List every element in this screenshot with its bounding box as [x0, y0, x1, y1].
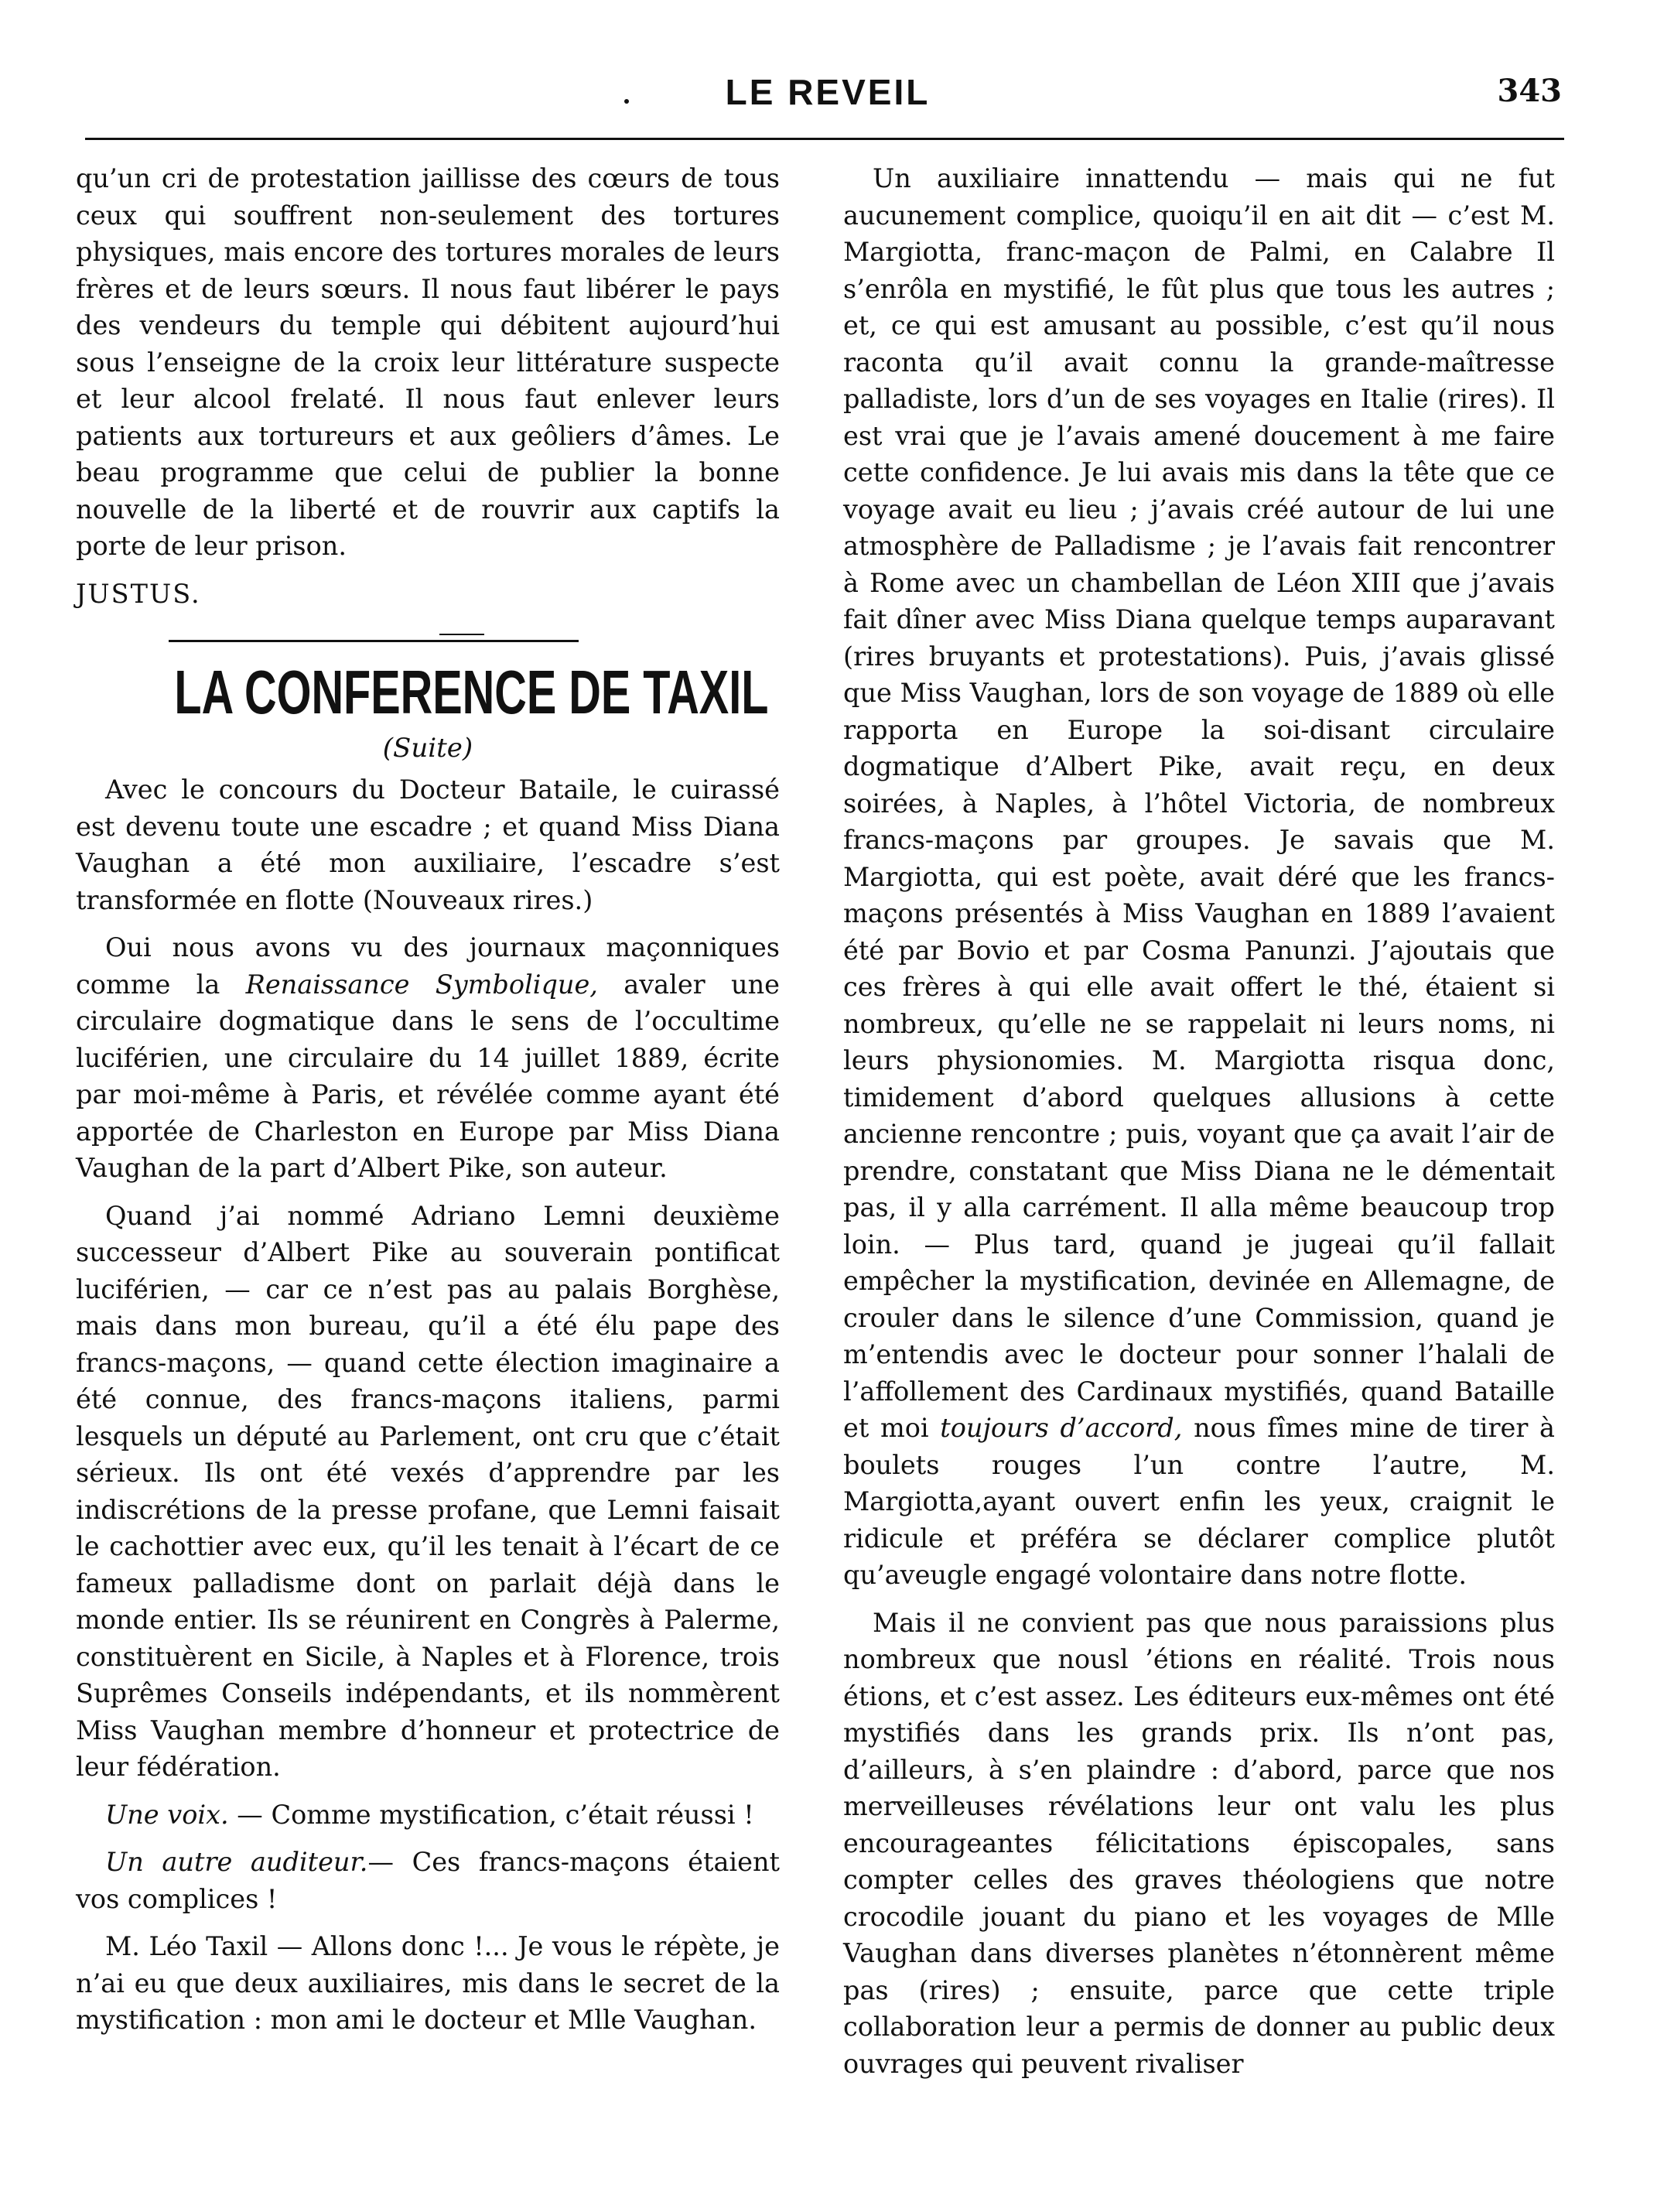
paragraph: M. Léo Taxil — Allons donc !... Je vous le répète, je n’ai eu que deux auxiliaires, mis dans le secret de la mystification : mon ami le docteur et Mlle Vaughan. [76, 1931, 780, 2035]
header-rule [85, 138, 1564, 140]
paragraph [843, 160, 1555, 1594]
speaker-label: Une voix. [105, 1799, 229, 1830]
paragraph [76, 1797, 780, 1834]
article-title: LA CONFERENCE DE TAXIL [174, 658, 769, 727]
author-signature: JUSTUS. [76, 578, 201, 609]
journal-title: Renaissance Symbolique, [245, 969, 598, 1000]
article-subtitle: (Suite) [382, 733, 473, 764]
text-run: nous fîmes mine de tirer à boulets rouges l’un contre l’autre, M. Margiotta,ayant ouvert enfin les yeux, craignit le ridicule et préféra se déclarer complice plutôt qu’aveugle engagé volontaire dans notre flotte. [843, 1413, 1556, 1590]
divider-line [169, 640, 579, 642]
page-header-title: LE REVEIL [725, 72, 931, 112]
divider-tick [439, 634, 484, 635]
page-number: 343 [1497, 73, 1562, 109]
justus-article-ending: qu’un cri de protestation jaillisse des cœurs de tous ceux qui souffrent non-seulement des tortures physiques, mais encore des tortures morales de leurs frères et de leurs sœurs. Il nous faut libérer le pays des vendeurs du temple qui débitent aujourd’hui sous l’enseigne de la croix leur littérature suspecte et leur alcool frelaté. Il nous faut enlever leurs patients aux tortureurs et aux geôliers d’âmes. Le beau programme que celui de publier la bonne nouvelle de la liberté et de rouvrir aux captifs la porte de leur prison. [76, 163, 780, 561]
text-run: Oui nous avons vu des journaux maçonniques comme la [76, 932, 780, 1000]
paragraph: Quand j’ai nommé Adriano Lemni deuxième successeur d’Albert Pike au souverain pontificat luciférien, — car ce n’est pas au palais Borghèse, mais dans mon bureau, qu’il a été élu pape des francs-maçons, — quand cette élection imaginaire a été connue, des francs-maçons italiens, parmi lesquels un député au Parlement, ont cru que c’était sérieux. Ils ont été vexés d’apprendre par les indiscrétions de la presse profane, que Lemni faisait le cachottier avec eux, qu’il les tenait à l’écart de ce fameux palladisme dont on parlait déjà dans le monde entier. Ils se réunirent en Congrès à Palerme, constituèrent en Sicile, à Naples et à Florence, trois Suprêmes Conseils indépendants, et ils nommèrent Miss Vaughan membre d’honneur et protectrice de leur fédération. [76, 1200, 780, 1782]
paragraph: Avec le concours du Docteur Bataile, le cuirassé est devenu toute une escadre ; et quand Miss Diana Vaughan a été mon auxiliaire, l’escadre s’est transformée en flotte (Nouveaux rires.) [76, 774, 780, 915]
text-run: Un auxiliaire innattendu — mais qui ne fut aucunement complice, quoiqu’il en ait dit — c’est M. Margiotta, franc-maçon de Palmi, en Calabre Il s’enrôla en mystifié, le fût plus que tous les autres ; et, ce qui est amusant au possible, c’est qu’il nous raconta qu’il avait connu la grande-maîtresse palladiste, lors d’un de ses voyages en Italie (rires). Il est vrai que je l’avais amené doucement à me faire cette confidence. Je lui avais mis dans la tête que ce voyage avait eu lieu ; j’avais créé autour de lui une atmosphère de Palladisme ; je l’avais fait rencontrer à Rome avec un chambellan de Léon XIII que j’avais fait dîner avec Miss Diana quelque temps auparavant (rires bruyants et protestations). Puis, j’avais glissé que Miss Vaughan, lors de son voyage de 1889 où elle rapporta en Europe la soi-disant circulaire dogmatique d’Albert Pike, avait reçu, en deux soirées, à Naples, à l’hôtel Victoria, de nombreux francs-maçons par groupes. Je savais que M. Margiotta, qui est poète, avait déré que les francs-maçons présentés à Miss Vaughan en 1889 l’avaient été par Bovio et par Cosma Panunzi. J’ajoutais que ces frères à qui elle avait offert le thé, étaient si nombreux, qu’elle ne se rappelait ni leurs noms, ni leurs physionomies. M. Margiotta risqua donc, timidement d’abord quelques allusions à cette ancienne rencontre ; puis, voyant que ça avait l’air de prendre, constatant que Miss Diana ne le démentait pas, il y alla carrément. Il alla même beaucoup trop loin. — Plus tard, quand je jugeai qu’il fallait empêcher la mystification, devinée en Allemagne, de crouler dans le silence d’une Commission, quand je m’entendis avec le docteur pour sonner l’halali de l’affollement des Cardinaux mystifiés, quand Bataille et moi [843, 163, 1555, 1443]
section-divider [76, 623, 780, 657]
paragraph [76, 1844, 780, 1917]
paragraph [76, 929, 780, 1187]
text-run: — Ces francs-maçons étaient vos complices ! [76, 1847, 780, 1914]
speaker-label: Un autre auditeur. [105, 1847, 368, 1877]
paragraph: Mais il ne convient pas que nous paraissions plus nombreux que nousl ’étions en réalité. Trois nous étions, et c’est assez. Les éditeurs eux-mêmes ont été mystifiés dans les grands prix. Ils n’ont pas, d’ailleurs, à s’en plaindre : d’abord, parce que nos merveilleuses révélations leur ont valu les plus encourageantes félicitations épiscopales, sans compter celles des graves théologiens que notre crocodile jouant du piano et les voyages de Mlle Vaughan dans diverses planètes n’étonnèrent même pas (rires) ; ensuite, parce que cette triple collaboration leur a permis de donner au public deux ouvrages qui peuvent rivaliser [843, 1607, 1555, 2079]
text-run: — Comme mystification, c’était réussi ! [228, 1799, 754, 1830]
text-run: avaler une circulaire dogmatique dans le sens de l’occultime luciférien, une circulaire du 14 juillet 1889, écrite par moi-même à Paris, et révélée comme ayant été apportée de Charleston en Europe par Miss Diana Vaughan de la part d’Albert Pike, son auteur. [76, 969, 780, 1183]
left-column [76, 160, 780, 2050]
right-column [843, 160, 1555, 2093]
emphasis: toujours d’accord, [940, 1413, 1183, 1443]
